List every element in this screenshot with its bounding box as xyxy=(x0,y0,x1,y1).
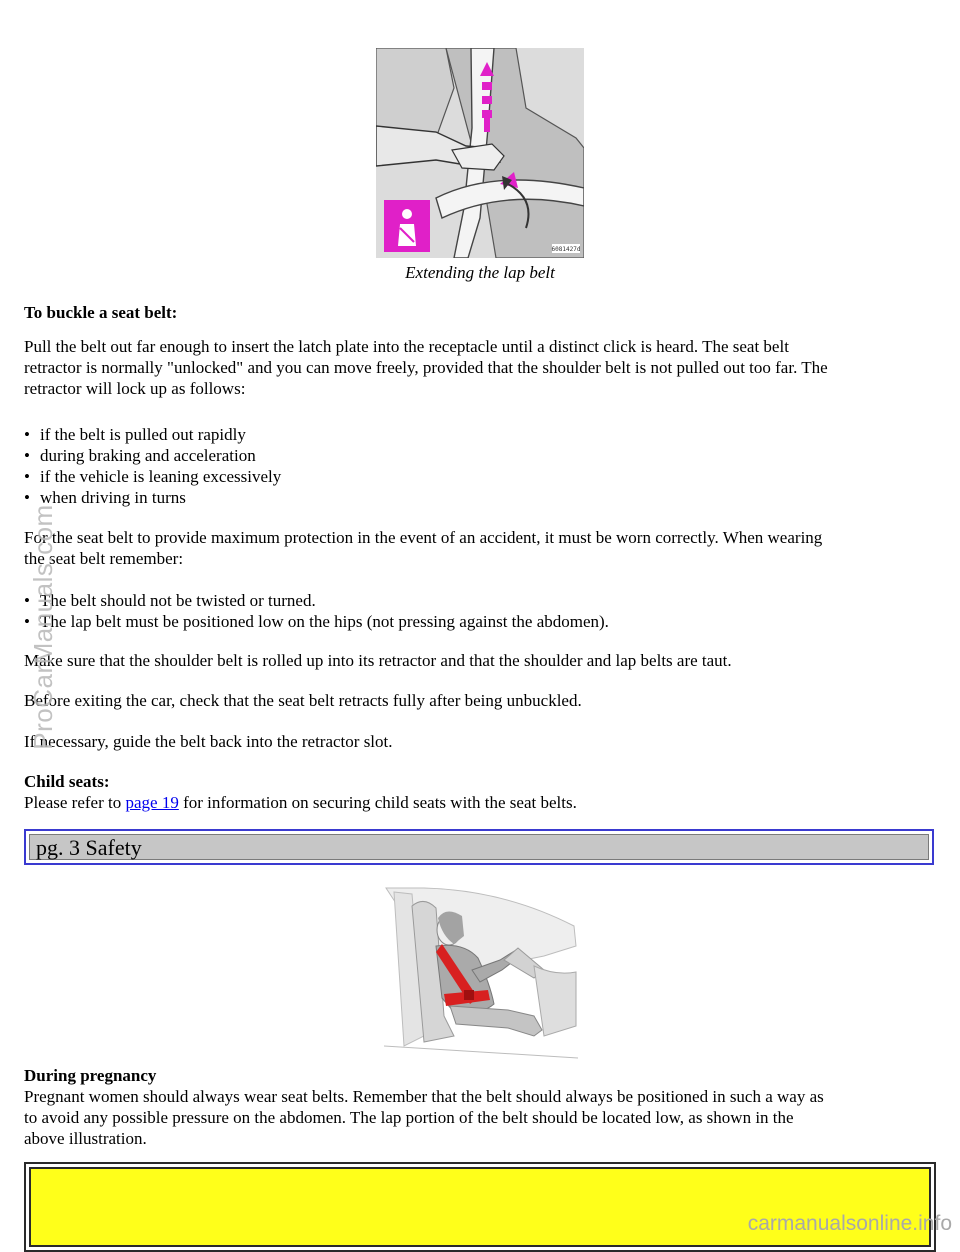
correct-wear-paragraph xyxy=(24,527,944,569)
pregnancy-line-1: Pregnant women should always wear seat belts. Remember that the belt should always be positioned in such a way as xyxy=(24,1087,824,1106)
figure-caption: Extending the lap belt xyxy=(405,263,555,282)
buckle-intro-line-2: retractor is normally "unlocked" and you can move freely, provided that the shoulder belt is not pulled out too far. The xyxy=(24,358,828,377)
lap-belt-drawing xyxy=(376,48,584,258)
section-bar-title: pg. 3 Safety xyxy=(29,834,929,860)
warning-box xyxy=(24,1162,936,1252)
footer-watermark: carmanualsonline.info xyxy=(747,1212,952,1235)
buckle-heading: To buckle a seat belt: xyxy=(24,303,178,322)
correct-wear-line-2: the seat belt remember: xyxy=(24,549,184,568)
list-item: • during braking and acceleration xyxy=(24,445,924,466)
guide-paragraph: If necessary, guide the belt back into the retractor slot. xyxy=(24,732,393,751)
figure-code-label: 6081427d xyxy=(551,246,581,253)
buckle-intro-paragraph xyxy=(24,336,944,399)
list-item: • if the vehicle is leaning excessively xyxy=(24,466,924,487)
child-seats-text-after: for information on securing child seats with the seat belts. xyxy=(178,793,577,812)
page-19-link[interactable]: page 19 xyxy=(125,793,179,812)
child-seats-text-before: Please refer to xyxy=(24,793,126,812)
side-watermark: ProCarManuals.com xyxy=(28,504,58,750)
pregnancy-illustration xyxy=(384,886,578,1060)
lap-belt-illustration xyxy=(376,48,584,258)
pregnancy-drawing xyxy=(384,886,578,1060)
pregnancy-paragraph xyxy=(24,1086,944,1149)
buckle-intro-line-1: Pull the belt out far enough to insert the latch plate into the receptacle until a distinct click is heard. The seat belt xyxy=(24,337,789,356)
buckle-intro-line-3: retractor will lock up as follows: xyxy=(24,379,246,398)
section-bar xyxy=(24,829,934,865)
child-seats-heading: Child seats: xyxy=(24,772,110,791)
list-item: • The lap belt must be positioned low on the hips (not pressing against the abdomen). xyxy=(24,611,924,632)
list-item: • if the belt is pulled out rapidly xyxy=(24,424,924,445)
remember-list xyxy=(24,590,924,632)
exit-paragraph: Before exiting the car, check that the seat belt retracts fully after being unbuckled. xyxy=(24,691,582,710)
list-item: • when driving in turns xyxy=(24,487,924,508)
list-item: • The belt should not be twisted or turned. xyxy=(24,590,924,611)
pregnancy-line-3: above illustration. xyxy=(24,1129,147,1148)
lock-conditions-list xyxy=(24,424,924,508)
pregnancy-heading: During pregnancy xyxy=(24,1066,157,1085)
child-seats-text xyxy=(24,792,944,813)
correct-wear-line-1: For the seat belt to provide maximum protection in the event of an accident, it must be worn correctly. When wearing xyxy=(24,528,823,547)
pregnancy-line-2: to avoid any possible pressure on the abdomen. The lap portion of the belt should be located low, as shown in the xyxy=(24,1108,794,1127)
retractor-paragraph: Make sure that the shoulder belt is rolled up into its retractor and that the shoulder and lap belts are taut. xyxy=(24,651,732,670)
